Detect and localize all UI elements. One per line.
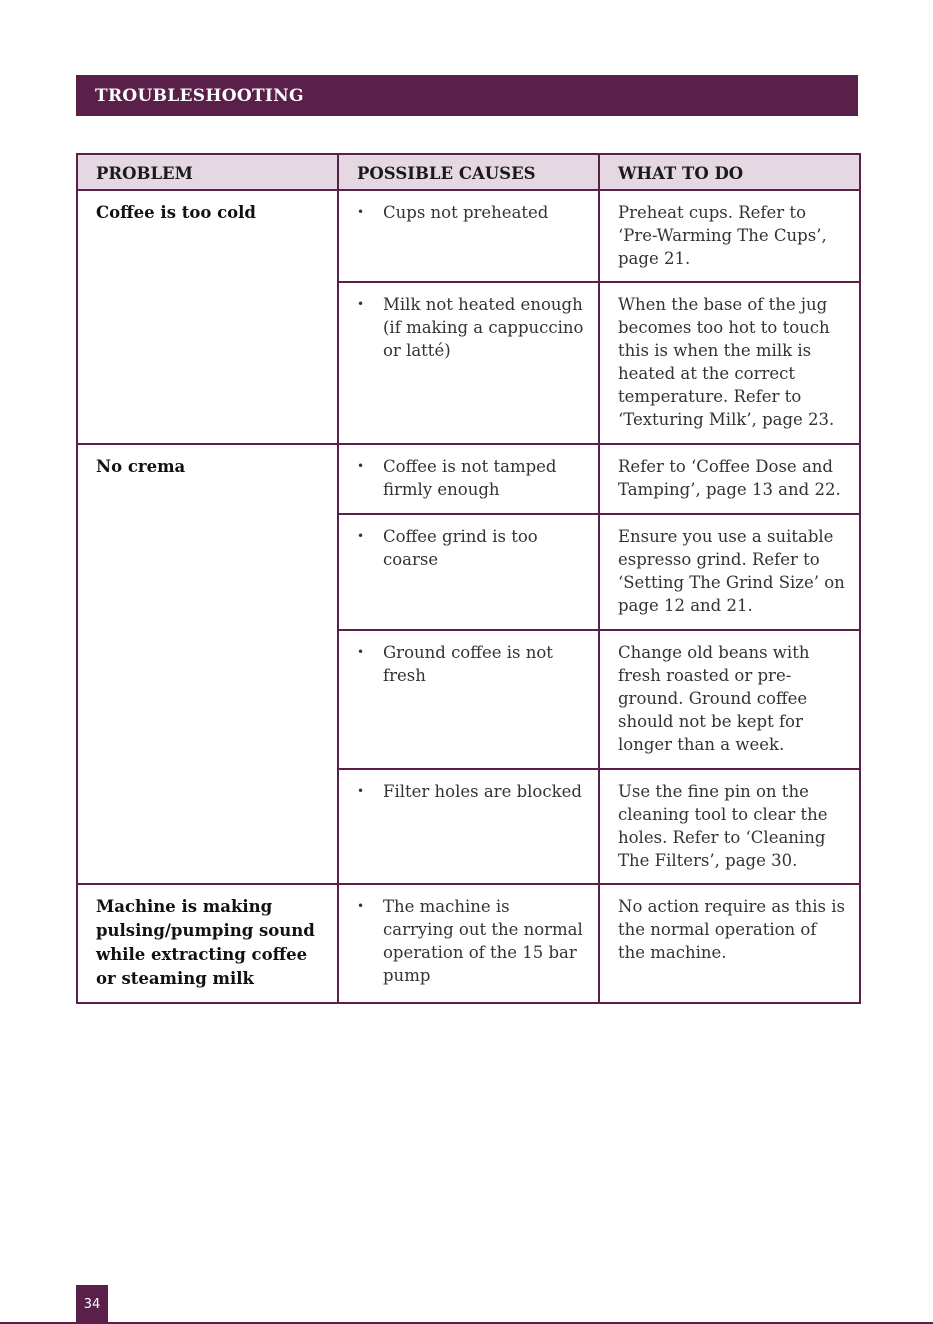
section-title-bar — [76, 75, 858, 116]
table-header-row — [77, 154, 860, 190]
table-row — [77, 190, 860, 282]
bullet-icon: • — [357, 784, 365, 798]
bullet-icon: • — [357, 459, 365, 473]
action-cell: Refer to ‘Coffee Dose and Tamping’, page 13 and 22. — [599, 444, 860, 514]
cause-cell — [338, 282, 599, 444]
problem-cell: Machine is making pulsing/pumping sound while extracting coffee or steaming milk — [77, 884, 338, 1003]
cause-cell — [338, 190, 599, 282]
bullet-icon: • — [357, 645, 365, 659]
cause-cell — [338, 630, 599, 769]
section-title: TROUBLESHOOTING — [95, 85, 304, 106]
cause-text: The machine is carrying out the normal operation of the 15 bar pump — [383, 897, 583, 985]
bullet-icon: • — [357, 529, 365, 543]
cause-cell — [338, 444, 599, 514]
cause-cell — [338, 514, 599, 630]
cause-cell — [338, 884, 599, 1003]
troubleshooting-table — [76, 153, 861, 1004]
page-number-badge — [76, 1285, 108, 1324]
bullet-icon: • — [357, 899, 365, 913]
cause-text: Coffee is not tamped firmly enough — [383, 457, 557, 499]
page-number: 34 — [83, 1297, 101, 1312]
cause-cell — [338, 769, 599, 884]
cause-text: Ground coffee is not fresh — [383, 643, 553, 685]
action-cell: No action require as this is the normal operation of the machine. — [599, 884, 860, 1003]
problem-cell: No crema — [77, 444, 338, 884]
action-cell: When the base of the jug becomes too hot to touch this is when the milk is heated at the correct temperature. Refer to ‘Texturing Milk’, page 23. — [599, 282, 860, 444]
action-cell: Ensure you use a suitable espresso grind. Refer to ‘Setting The Grind Size’ on page 12 and 21. — [599, 514, 860, 630]
cause-text: Filter holes are blocked — [383, 782, 582, 801]
header-what-to-do: WHAT TO DO — [599, 154, 860, 190]
bullet-icon: • — [357, 297, 365, 311]
table-row — [77, 884, 860, 1003]
action-cell: Change old beans with fresh roasted or pre-ground. Ground coffee should not be kept for longer than a week. — [599, 630, 860, 769]
table-row — [77, 444, 860, 514]
cause-text: Milk not heated enough (if making a cappuccino or latté) — [383, 295, 584, 360]
action-cell: Preheat cups. Refer to ‘Pre-Warming The Cups’, page 21. — [599, 190, 860, 282]
header-problem: PROBLEM — [77, 154, 338, 190]
problem-cell: Coffee is too cold — [77, 190, 338, 444]
bullet-icon: • — [357, 205, 365, 219]
action-cell: Use the fine pin on the cleaning tool to clear the holes. Refer to ‘Cleaning The Filters’, page 30. — [599, 769, 860, 884]
cause-text: Coffee grind is too coarse — [383, 527, 538, 569]
header-possible-causes: POSSIBLE CAUSES — [338, 154, 599, 190]
cause-text: Cups not preheated — [383, 203, 549, 222]
